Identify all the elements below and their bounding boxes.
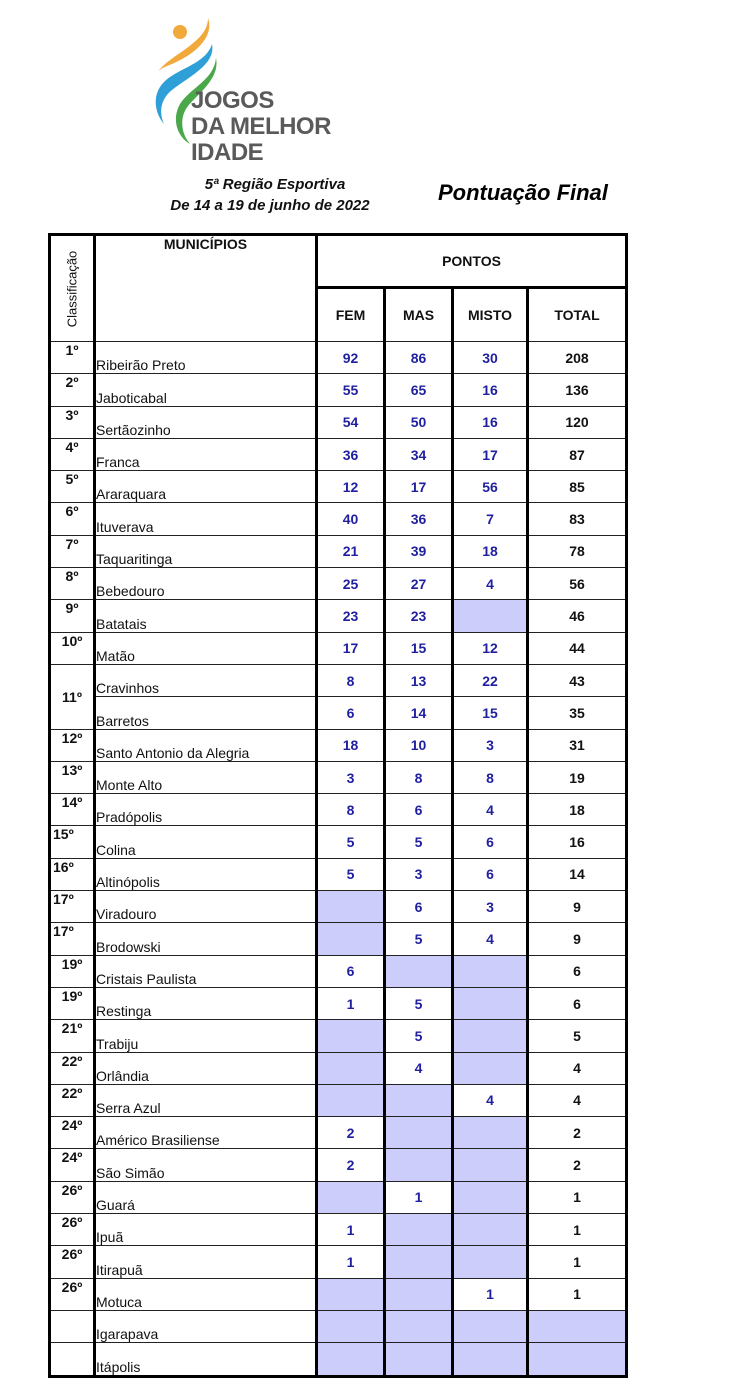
misto-points-cell: 4 bbox=[453, 568, 528, 600]
region-label: 5ª Região Esportiva bbox=[204, 176, 346, 193]
mas-points-cell: 5 bbox=[385, 1020, 453, 1052]
misto-points-cell: 22 bbox=[453, 664, 528, 696]
table-row bbox=[50, 794, 627, 826]
total-points-cell: 4 bbox=[528, 1084, 627, 1116]
total-points-cell bbox=[528, 1310, 627, 1342]
fem-points-cell bbox=[317, 1181, 385, 1213]
municipality-cell: Franca bbox=[95, 438, 317, 470]
table-row bbox=[50, 955, 627, 987]
fem-points-cell: 6 bbox=[317, 955, 385, 987]
municipality-cell: Taquaritinga bbox=[95, 535, 317, 567]
misto-points-cell bbox=[453, 1117, 528, 1149]
total-points-cell: 44 bbox=[528, 632, 627, 664]
misto-points-cell: 12 bbox=[453, 632, 528, 664]
fem-points-cell: 2 bbox=[317, 1149, 385, 1181]
misto-points-cell bbox=[453, 1214, 528, 1246]
fem-points-cell: 6 bbox=[317, 697, 385, 729]
table-row bbox=[50, 1278, 627, 1310]
misto-points-cell: 1 bbox=[453, 1278, 528, 1310]
total-points-cell: 5 bbox=[528, 1020, 627, 1052]
municipality-cell: Motuca bbox=[95, 1278, 317, 1310]
municipality-cell: Colina bbox=[95, 826, 317, 858]
mas-points-cell: 1 bbox=[385, 1181, 453, 1213]
fem-points-cell: 92 bbox=[317, 342, 385, 374]
total-points-cell: 4 bbox=[528, 1052, 627, 1084]
fem-points-cell: 5 bbox=[317, 826, 385, 858]
municipality-cell: Ituverava bbox=[95, 503, 317, 535]
mas-points-cell: 36 bbox=[385, 503, 453, 535]
mas-points-cell bbox=[385, 1246, 453, 1278]
total-points-cell: 78 bbox=[528, 535, 627, 567]
total-points-cell: 16 bbox=[528, 826, 627, 858]
rank-cell: 16º bbox=[50, 858, 95, 890]
fem-points-cell: 18 bbox=[317, 729, 385, 761]
fem-points-cell bbox=[317, 1052, 385, 1084]
municipality-cell: Trabiju bbox=[95, 1020, 317, 1052]
total-points-cell: 208 bbox=[528, 342, 627, 374]
table-row bbox=[50, 826, 627, 858]
municipality-cell: Araraquara bbox=[95, 471, 317, 503]
municipality-cell: Itirapuã bbox=[95, 1246, 317, 1278]
misto-points-cell: 8 bbox=[453, 761, 528, 793]
municipality-cell: Bebedouro bbox=[95, 568, 317, 600]
misto-points-cell: 30 bbox=[453, 342, 528, 374]
rank-cell: 9º bbox=[50, 600, 95, 632]
rank-column-header bbox=[50, 235, 95, 342]
total-points-cell: 56 bbox=[528, 568, 627, 600]
page-title: Pontuação Final bbox=[438, 180, 608, 205]
municipality-cell: Altinópolis bbox=[95, 858, 317, 890]
rank-cell: 21º bbox=[50, 1020, 95, 1052]
table-row bbox=[50, 697, 627, 729]
misto-points-cell: 4 bbox=[453, 923, 528, 955]
misto-points-cell: 17 bbox=[453, 438, 528, 470]
fem-points-cell bbox=[317, 1084, 385, 1116]
fem-points-cell bbox=[317, 1278, 385, 1310]
mas-points-cell: 39 bbox=[385, 535, 453, 567]
table-row bbox=[50, 1246, 627, 1278]
table-row bbox=[50, 342, 627, 374]
rank-cell: 13º bbox=[50, 761, 95, 793]
municipality-cell: Restinga bbox=[95, 987, 317, 1019]
rank-cell: 22º bbox=[50, 1084, 95, 1116]
mas-points-cell bbox=[385, 1310, 453, 1342]
fem-points-cell: 1 bbox=[317, 1246, 385, 1278]
mas-points-cell: 5 bbox=[385, 987, 453, 1019]
rank-cell: 26º bbox=[50, 1181, 95, 1213]
fem-points-cell: 40 bbox=[317, 503, 385, 535]
fem-points-cell: 2 bbox=[317, 1117, 385, 1149]
fem-points-cell: 8 bbox=[317, 794, 385, 826]
rank-cell bbox=[50, 1343, 95, 1376]
table-row bbox=[50, 858, 627, 890]
mas-points-cell: 6 bbox=[385, 794, 453, 826]
misto-points-cell bbox=[453, 1020, 528, 1052]
total-points-cell: 19 bbox=[528, 761, 627, 793]
total-points-cell: 43 bbox=[528, 664, 627, 696]
table-row bbox=[50, 1310, 627, 1342]
mas-points-cell bbox=[385, 1117, 453, 1149]
mas-points-cell bbox=[385, 1343, 453, 1376]
misto-points-cell: 16 bbox=[453, 374, 528, 406]
mas-points-cell bbox=[385, 955, 453, 987]
fem-points-cell: 23 bbox=[317, 600, 385, 632]
misto-points-cell bbox=[453, 1181, 528, 1213]
total-points-cell: 120 bbox=[528, 406, 627, 438]
total-points-cell: 87 bbox=[528, 438, 627, 470]
total-points-cell: 1 bbox=[528, 1246, 627, 1278]
mas-points-cell: 6 bbox=[385, 891, 453, 923]
misto-points-cell: 16 bbox=[453, 406, 528, 438]
mas-points-cell bbox=[385, 1084, 453, 1116]
misto-points-cell: 7 bbox=[453, 503, 528, 535]
table-row bbox=[50, 664, 627, 696]
rank-cell: 17º bbox=[50, 891, 95, 923]
table-row bbox=[50, 987, 627, 1019]
event-subtitle bbox=[160, 174, 380, 216]
fem-column-header: FEM bbox=[317, 288, 385, 342]
mas-points-cell: 10 bbox=[385, 729, 453, 761]
total-points-cell: 9 bbox=[528, 891, 627, 923]
municipality-cell: Guará bbox=[95, 1181, 317, 1213]
total-column-header: TOTAL bbox=[528, 288, 627, 342]
municipality-cell: Barretos bbox=[95, 697, 317, 729]
fem-points-cell: 3 bbox=[317, 761, 385, 793]
rank-cell: 8º bbox=[50, 568, 95, 600]
municipality-cell: Jaboticabal bbox=[95, 374, 317, 406]
rank-cell: 24º bbox=[50, 1117, 95, 1149]
fem-points-cell bbox=[317, 891, 385, 923]
misto-points-cell: 3 bbox=[453, 891, 528, 923]
misto-points-cell bbox=[453, 1246, 528, 1278]
total-points-cell: 1 bbox=[528, 1278, 627, 1310]
municipality-cell: Matão bbox=[95, 632, 317, 664]
mas-points-cell: 5 bbox=[385, 826, 453, 858]
mas-column-header: MAS bbox=[385, 288, 453, 342]
municipality-cell: Sertãozinho bbox=[95, 406, 317, 438]
table-row bbox=[50, 535, 627, 567]
misto-points-cell bbox=[453, 1149, 528, 1181]
mas-points-cell: 65 bbox=[385, 374, 453, 406]
rank-cell: 12º bbox=[50, 729, 95, 761]
rank-cell: 26º bbox=[50, 1246, 95, 1278]
date-range: De 14 a 19 de junho de 2022 bbox=[170, 197, 370, 214]
fem-points-cell: 55 bbox=[317, 374, 385, 406]
rank-cell: 3º bbox=[50, 406, 95, 438]
logo-wordmark bbox=[191, 88, 331, 166]
misto-points-cell bbox=[453, 1052, 528, 1084]
rank-cell: 6º bbox=[50, 503, 95, 535]
misto-points-cell: 56 bbox=[453, 471, 528, 503]
municipality-cell: Ribeirão Preto bbox=[95, 342, 317, 374]
municipality-cell: São Simão bbox=[95, 1149, 317, 1181]
logo-line: DA MELHOR bbox=[191, 113, 331, 140]
table-row bbox=[50, 600, 627, 632]
total-points-cell: 1 bbox=[528, 1214, 627, 1246]
rank-cell: 14º bbox=[50, 794, 95, 826]
misto-points-cell: 15 bbox=[453, 697, 528, 729]
total-points-cell: 6 bbox=[528, 955, 627, 987]
table-row bbox=[50, 761, 627, 793]
municipality-column-header: MUNICÍPIOS bbox=[95, 235, 317, 342]
mas-points-cell: 5 bbox=[385, 923, 453, 955]
table-row bbox=[50, 1149, 627, 1181]
rank-cell: 10º bbox=[50, 632, 95, 664]
logo-line: JOGOS bbox=[191, 87, 274, 114]
mas-points-cell: 14 bbox=[385, 697, 453, 729]
table-row bbox=[50, 1020, 627, 1052]
rank-cell: 22º bbox=[50, 1052, 95, 1084]
total-points-cell: 31 bbox=[528, 729, 627, 761]
municipality-cell: Orlândia bbox=[95, 1052, 317, 1084]
total-points-cell: 2 bbox=[528, 1149, 627, 1181]
mas-points-cell: 3 bbox=[385, 858, 453, 890]
municipality-cell: Ipuã bbox=[95, 1214, 317, 1246]
municipality-cell: Serra Azul bbox=[95, 1084, 317, 1116]
misto-points-cell bbox=[453, 1310, 528, 1342]
table-row bbox=[50, 1084, 627, 1116]
municipality-cell: Igarapava bbox=[95, 1310, 317, 1342]
table-row bbox=[50, 1117, 627, 1149]
table-row bbox=[50, 374, 627, 406]
table-row bbox=[50, 1214, 627, 1246]
municipality-cell: Batatais bbox=[95, 600, 317, 632]
total-points-cell: 14 bbox=[528, 858, 627, 890]
table-row bbox=[50, 503, 627, 535]
municipality-cell: Santo Antonio da Alegria bbox=[95, 729, 317, 761]
municipality-cell: Itápolis bbox=[95, 1343, 317, 1376]
total-points-cell: 18 bbox=[528, 794, 627, 826]
fem-points-cell: 21 bbox=[317, 535, 385, 567]
final-scores-table bbox=[48, 233, 628, 1378]
total-points-cell bbox=[528, 1343, 627, 1376]
municipality-cell: Cristais Paulista bbox=[95, 955, 317, 987]
mas-points-cell: 17 bbox=[385, 471, 453, 503]
misto-points-cell bbox=[453, 600, 528, 632]
table-row bbox=[50, 471, 627, 503]
rank-cell: 26º bbox=[50, 1278, 95, 1310]
mas-points-cell: 27 bbox=[385, 568, 453, 600]
misto-points-cell: 6 bbox=[453, 826, 528, 858]
misto-points-cell: 4 bbox=[453, 794, 528, 826]
municipality-cell: Brodowski bbox=[95, 923, 317, 955]
mas-points-cell: 8 bbox=[385, 761, 453, 793]
total-points-cell: 9 bbox=[528, 923, 627, 955]
rank-cell: 4º bbox=[50, 438, 95, 470]
rank-cell: 19º bbox=[50, 955, 95, 987]
fem-points-cell: 5 bbox=[317, 858, 385, 890]
rank-header-label: Classificação bbox=[64, 250, 80, 327]
fem-points-cell: 1 bbox=[317, 987, 385, 1019]
total-points-cell: 6 bbox=[528, 987, 627, 1019]
fem-points-cell: 25 bbox=[317, 568, 385, 600]
rank-cell: 15º bbox=[50, 826, 95, 858]
table-body bbox=[50, 342, 627, 1377]
municipality-cell: Pradópolis bbox=[95, 794, 317, 826]
rank-cell: 24º bbox=[50, 1149, 95, 1181]
rank-cell: 19º bbox=[50, 987, 95, 1019]
rank-cell: 11º bbox=[50, 664, 95, 729]
fem-points-cell bbox=[317, 1310, 385, 1342]
misto-column-header: MISTO bbox=[453, 288, 528, 342]
mas-points-cell bbox=[385, 1149, 453, 1181]
misto-points-cell bbox=[453, 955, 528, 987]
fem-points-cell bbox=[317, 1343, 385, 1376]
municipality-cell: Cravinhos bbox=[95, 664, 317, 696]
total-points-cell: 136 bbox=[528, 374, 627, 406]
points-group-header: PONTOS bbox=[317, 235, 627, 288]
table-row bbox=[50, 632, 627, 664]
fem-points-cell: 8 bbox=[317, 664, 385, 696]
table-row bbox=[50, 406, 627, 438]
misto-points-cell: 6 bbox=[453, 858, 528, 890]
table-row bbox=[50, 891, 627, 923]
table-row bbox=[50, 729, 627, 761]
misto-points-cell: 3 bbox=[453, 729, 528, 761]
mas-points-cell: 13 bbox=[385, 664, 453, 696]
table-row bbox=[50, 438, 627, 470]
logo-line: IDADE bbox=[191, 139, 264, 166]
municipality-cell: Monte Alto bbox=[95, 761, 317, 793]
misto-points-cell: 18 bbox=[453, 535, 528, 567]
fem-points-cell: 54 bbox=[317, 406, 385, 438]
rank-cell: 2º bbox=[50, 374, 95, 406]
mas-points-cell: 15 bbox=[385, 632, 453, 664]
mas-points-cell bbox=[385, 1214, 453, 1246]
mas-points-cell: 34 bbox=[385, 438, 453, 470]
rank-cell bbox=[50, 1310, 95, 1342]
municipality-cell: Viradouro bbox=[95, 891, 317, 923]
total-points-cell: 35 bbox=[528, 697, 627, 729]
total-points-cell: 46 bbox=[528, 600, 627, 632]
table-row bbox=[50, 1181, 627, 1213]
municipality-cell: Américo Brasiliense bbox=[95, 1117, 317, 1149]
rank-cell: 26º bbox=[50, 1214, 95, 1246]
fem-points-cell: 36 bbox=[317, 438, 385, 470]
total-points-cell: 2 bbox=[528, 1117, 627, 1149]
fem-points-cell bbox=[317, 923, 385, 955]
mas-points-cell: 50 bbox=[385, 406, 453, 438]
mas-points-cell: 4 bbox=[385, 1052, 453, 1084]
total-points-cell: 83 bbox=[528, 503, 627, 535]
fem-points-cell: 17 bbox=[317, 632, 385, 664]
rank-cell: 17º bbox=[50, 923, 95, 955]
rank-cell: 7º bbox=[50, 535, 95, 567]
rank-cell: 1º bbox=[50, 342, 95, 374]
misto-points-cell: 4 bbox=[453, 1084, 528, 1116]
mas-points-cell bbox=[385, 1278, 453, 1310]
misto-points-cell bbox=[453, 987, 528, 1019]
mas-points-cell: 86 bbox=[385, 342, 453, 374]
fem-points-cell bbox=[317, 1020, 385, 1052]
table-row bbox=[50, 568, 627, 600]
logo-head-icon bbox=[173, 25, 187, 39]
table-row bbox=[50, 1052, 627, 1084]
misto-points-cell bbox=[453, 1343, 528, 1376]
table-row bbox=[50, 1343, 627, 1376]
rank-cell: 5º bbox=[50, 471, 95, 503]
fem-points-cell: 1 bbox=[317, 1214, 385, 1246]
fem-points-cell: 12 bbox=[317, 471, 385, 503]
table-row bbox=[50, 923, 627, 955]
total-points-cell: 85 bbox=[528, 471, 627, 503]
mas-points-cell: 23 bbox=[385, 600, 453, 632]
total-points-cell: 1 bbox=[528, 1181, 627, 1213]
